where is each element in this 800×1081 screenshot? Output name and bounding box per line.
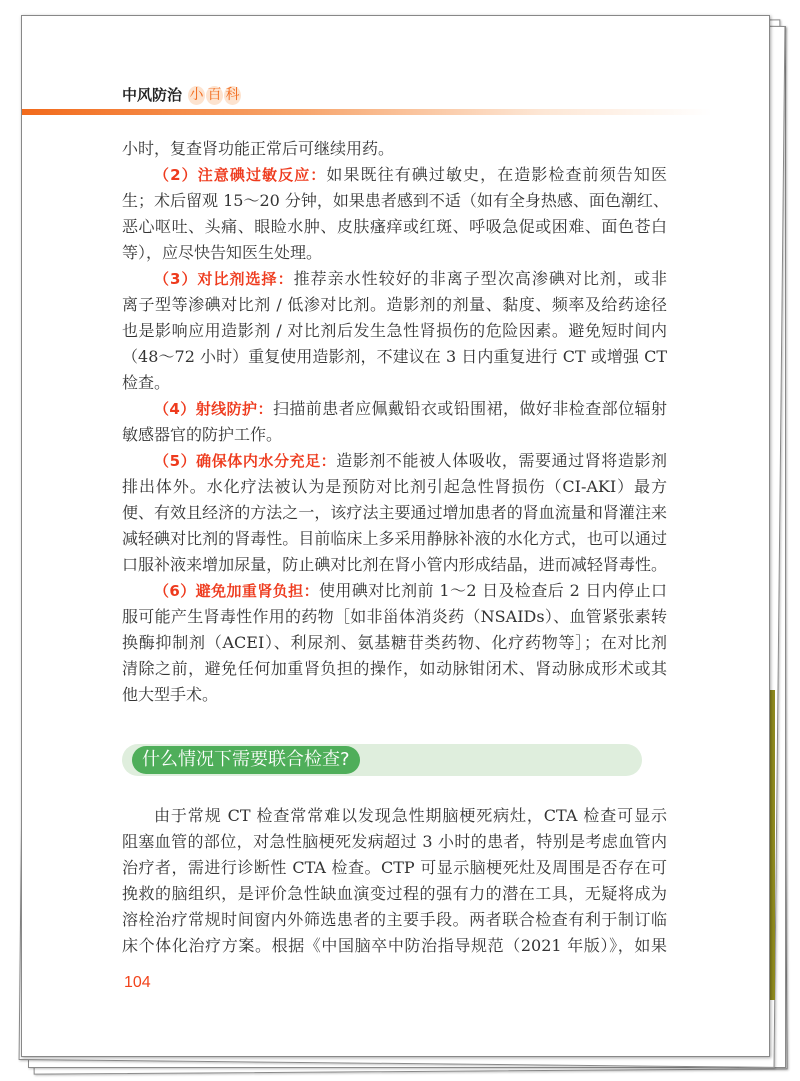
section-heading-bar [122,744,642,776]
line-text: 他大型手术。 [122,685,219,704]
badge-char: 百 [207,86,222,103]
line-text: 小时，复查肾功能正常后可继续用药。 [122,139,395,158]
text-line [122,682,667,708]
line-text: 恶心呕吐、头痛、眼睑水肿、皮肤瘙痒或红斑、呼吸急促或困难、面色苍白 [122,217,667,236]
line-text: 使用碘对比剂前 1～2 日及检查后 2 日内停止口 [319,581,667,600]
text-line: 溶栓治疗常规时间窗内外筛选患者的主要手段。两者联合检查有利于制订临 [122,910,667,929]
text-line [122,604,667,630]
text-line [122,500,667,526]
badge-char: 小 [189,86,204,103]
line-text: 敏感器官的防护工作。 [122,425,283,444]
text-line [122,240,667,266]
line-text: 等），应尽快告知医生处理。 [122,243,323,262]
section-heading: 什么情况下需要联合检查? [132,746,360,774]
section-body [122,803,667,959]
line-text: 服可能产生肾毒性作用的药物［如非甾体消炎药（NSAIDs）、血管紧张素转 [122,607,667,626]
running-header-badge [188,86,241,105]
running-header [122,85,241,105]
text-line [122,474,667,500]
text-line [122,656,667,682]
text-line: 治疗者，需进行诊断性 CTA 检查。CTP 可显示脑梗死灶及周围是否存在可 [122,858,667,877]
line-text: 生；术后留观 15～20 分钟，如果患者感到不适（如有全身热感、面色潮红、 [122,191,669,210]
item-label: （2）注意碘过敏反应： [154,166,327,184]
line-text: （48～72 小时）重复使用造影剂，不建议在 3 日内重复进行 CT 或增强 CT [122,347,667,366]
line-text: 造影剂不能被人体吸收，需要通过肾将造影剂 [336,451,667,470]
line-text: 扫描前患者应佩戴铅衣或铅围裙，做好非检查部位辐射 [272,399,667,418]
item-label: （6）避免加重肾负担： [154,582,319,600]
text-line: 阻塞血管的部位，对急性脑梗死发病超过 3 小时的患者，特别是考虑血管内 [122,832,667,851]
page-edge-strip [770,690,775,1000]
text-line [122,552,667,578]
text-line [122,526,667,552]
item-label: （4）射线防护： [154,400,273,418]
text-line [122,214,667,240]
line-text: 检查。 [122,373,171,392]
text-line [122,370,667,396]
line-text: 如果既往有碘过敏史，在造影检查前须告知医 [326,165,667,184]
text-line [122,162,667,188]
section-body [122,136,667,708]
text-line [122,396,667,422]
item-label: （3）对比剂选择： [154,270,294,288]
text-line [122,422,667,448]
badge-char: 科 [225,86,240,103]
book-page [21,15,770,1057]
line-text: 推荐亲水性较好的非离子型次高渗碘对比剂，或非 [293,269,667,288]
item-label: （5）确保体内水分充足： [154,452,337,470]
line-text: 减轻碘对比剂的肾毒性。目前临床上多采用静脉补液的水化方式，也可以通过 [122,529,667,548]
line-text: 口服补液来增加尿量，防止碘对比剂在肾小管内形成结晶，进而减轻肾毒性。 [122,555,667,574]
running-header-title: 中风防治 [122,86,183,104]
text-line: 挽救的脑组织，是评价急性缺血演变过程的强有力的潜在工具，无疑将成为 [122,884,667,903]
text-line [122,630,667,656]
text-line: 由于常规 CT 检查常常难以发现急性期脑梗死病灶，CTA 检查可显示 [154,806,667,825]
line-text: 离子型等渗碘对比剂 / 低渗对比剂。造影剂的剂量、黏度、频率及给药途径 [122,295,667,314]
text-line [122,318,667,344]
text-line [122,578,667,604]
text-line [122,266,667,292]
text-line: 床个体化治疗方案。根据《中国脑卒中防治指导规范（2021 年版）》，如果 [122,936,667,955]
line-text: 便、有效且经济的方法之一，该疗法主要通过增加患者的肾血流量和肾灌注来 [122,503,667,522]
text-line [122,344,667,370]
line-text: 清除之前，避免任何加重肾负担的操作，如动脉钳闭术、肾动脉成形术或其 [122,659,667,678]
text-line [122,292,667,318]
text-line [122,188,667,214]
line-text: 也是影响应用造影剂 / 对比剂后发生急性肾损伤的危险因素。避免短时间内 [122,321,667,340]
text-line [122,448,667,474]
header-rule [22,109,712,115]
line-text: 换酶抑制剂（ACEI）、利尿剂、氨基糖苷类药物、化疗药物等］；在对比剂 [122,633,667,652]
line-text: 排出体外。水化疗法被认为是预防对比剂引起急性肾损伤（CI-AKI）最方 [122,477,667,496]
text-line [122,136,667,162]
page-number: 104 [124,974,151,991]
